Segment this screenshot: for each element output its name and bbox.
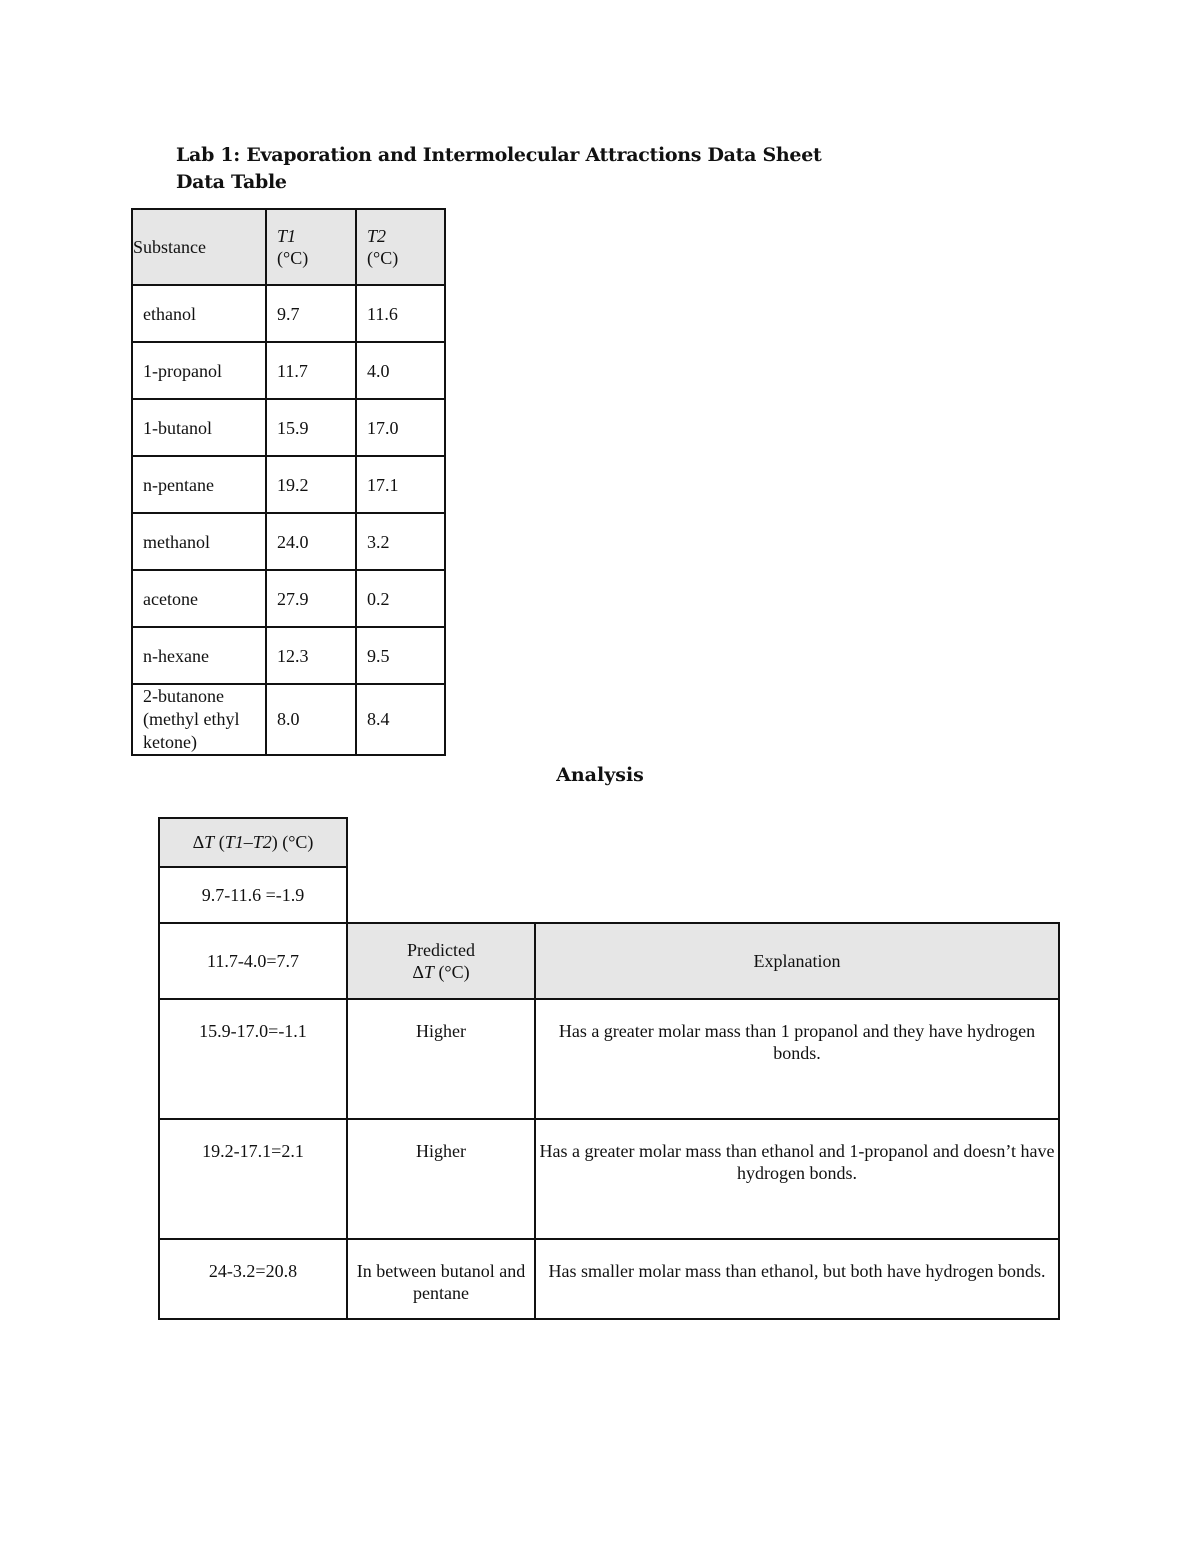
delta-symbol: Δ — [412, 962, 424, 982]
document-title: Lab 1: Evaporation and Intermolecular Attractions Data Sheet — [176, 144, 822, 166]
delta-cell: 11.7-4.0=7.7 — [159, 923, 347, 999]
substance-cell — [132, 684, 266, 755]
explanation-cell: Has a greater molar mass than 1 propanol and they have hydrogen bonds. — [535, 999, 1059, 1119]
unit-suffix: ) (°C) — [271, 832, 314, 852]
header-explanation: Explanation — [535, 923, 1059, 999]
t2-cell: 8.4 — [356, 684, 445, 755]
substance-line: ketone) — [143, 732, 197, 752]
header-predicted — [347, 923, 535, 999]
header-t1-unit: (°C) — [277, 248, 309, 268]
t2-cell: 17.0 — [356, 399, 445, 456]
t1-cell: 19.2 — [266, 456, 356, 513]
delta-t-header — [158, 817, 348, 868]
data-table-header-row — [132, 209, 445, 285]
table-row — [132, 399, 445, 456]
delta-symbol: Δ — [192, 832, 205, 852]
delta-cell: 24-3.2=20.8 — [159, 1239, 347, 1319]
table-row — [132, 285, 445, 342]
document-subtitle: Data Table — [176, 171, 287, 193]
t1-cell: 24.0 — [266, 513, 356, 570]
substance-cell: 1-propanol — [132, 342, 266, 399]
table-row — [132, 570, 445, 627]
substance-line: 2-butanone — [143, 686, 224, 706]
table-row — [132, 342, 445, 399]
t1-cell: 8.0 — [266, 684, 356, 755]
analysis-table — [158, 922, 1060, 1320]
table-row — [132, 684, 445, 755]
analysis-header-row — [159, 923, 1059, 999]
paren-open: ( — [214, 832, 225, 852]
t2-var: T2 — [252, 832, 272, 852]
t1-cell: 15.9 — [266, 399, 356, 456]
substance-line: (methyl ethyl — [143, 709, 240, 729]
table-row — [159, 1119, 1059, 1239]
header-t2-var: T2 — [367, 226, 387, 246]
t1-cell: 9.7 — [266, 285, 356, 342]
header-t1-var: T1 — [277, 226, 297, 246]
predicted-cell: Higher — [347, 1119, 535, 1239]
predicted-label: Predicted — [407, 940, 475, 960]
explanation-cell: Has smaller molar mass than ethanol, but both have hydrogen bonds. — [535, 1239, 1059, 1319]
table-row — [132, 627, 445, 684]
t1-cell: 12.3 — [266, 627, 356, 684]
predicted-cell: Higher — [347, 999, 535, 1119]
document-title-block — [176, 142, 821, 196]
t2-cell: 11.6 — [356, 285, 445, 342]
t2-cell: 17.1 — [356, 456, 445, 513]
delta-cell: 15.9-17.0=-1.1 — [159, 999, 347, 1119]
t1-var: T1 — [224, 832, 244, 852]
header-t2-unit: (°C) — [367, 248, 399, 268]
table-row — [159, 1239, 1059, 1319]
header-substance: Substance — [132, 209, 266, 285]
unit-suffix: (°C) — [433, 962, 470, 982]
t1-cell: 11.7 — [266, 342, 356, 399]
table-row — [159, 999, 1059, 1119]
substance-cell: n-pentane — [132, 456, 266, 513]
predicted-cell: In between butanol and pentane — [347, 1239, 535, 1319]
substance-cell: n-hexane — [132, 627, 266, 684]
t2-cell: 3.2 — [356, 513, 445, 570]
t-var: T — [204, 832, 215, 852]
dash: – — [243, 832, 253, 852]
t2-cell: 4.0 — [356, 342, 445, 399]
table-row — [132, 513, 445, 570]
substance-cell: ethanol — [132, 285, 266, 342]
data-table — [131, 208, 446, 756]
t2-cell: 9.5 — [356, 627, 445, 684]
header-t1 — [266, 209, 356, 285]
table-row — [132, 456, 445, 513]
substance-cell: methanol — [132, 513, 266, 570]
analysis-heading: Analysis — [556, 764, 644, 786]
t2-cell: 0.2 — [356, 570, 445, 627]
substance-cell: acetone — [132, 570, 266, 627]
header-t2 — [356, 209, 445, 285]
t-var: T — [423, 962, 434, 982]
t1-cell: 27.9 — [266, 570, 356, 627]
delta-cell: 19.2-17.1=2.1 — [159, 1119, 347, 1239]
substance-cell: 1-butanol — [132, 399, 266, 456]
delta-cell: 9.7-11.6 =-1.9 — [158, 866, 348, 924]
explanation-cell: Has a greater molar mass than ethanol and 1-propanol and doesn’t have hydrogen bonds. — [535, 1119, 1059, 1239]
